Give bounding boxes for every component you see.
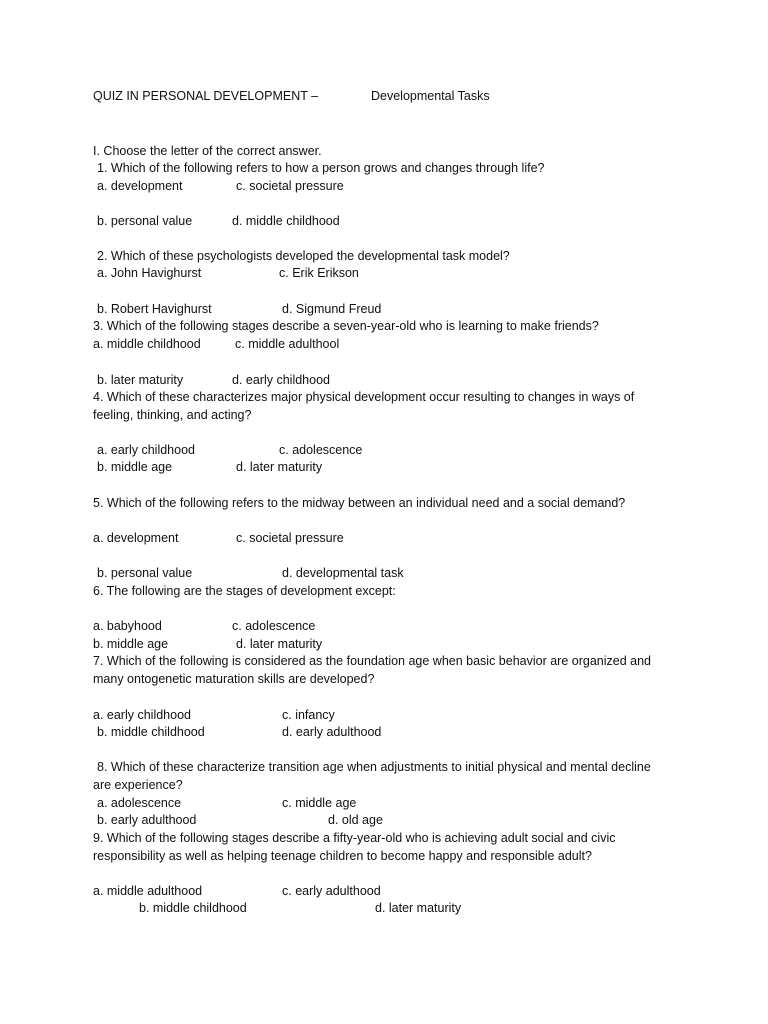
question-9-stem-line-2: responsibility as well as helping teenage children to become happy and responsible adult? <box>93 849 592 863</box>
question-2-choice-b: b. Robert Havighurst <box>97 302 212 316</box>
question-1-choice-b: b. personal value <box>97 214 193 228</box>
question-5-choice-d: d. developmental task <box>282 566 404 580</box>
quiz-title: QUIZ IN PERSONAL DEVELOPMENT – <box>93 89 319 103</box>
question-1-choice-c: c. societal pressure <box>236 179 344 193</box>
question-8-stem-line-2: are experience? <box>93 778 183 792</box>
question-9-choice-b: b. middle childhood <box>139 901 247 915</box>
question-2-choice-a: a. John Havighurst <box>97 266 202 280</box>
question-8-choice-d: d. old age <box>328 813 383 827</box>
question-4-choice-d: d. later maturity <box>236 460 323 474</box>
question-9-choice-d: d. later maturity <box>375 901 462 915</box>
question-5-stem: 5. Which of the following refers to the midway between an individual need and a social demand? <box>93 496 626 510</box>
question-1-stem: 1. Which of the following refers to how a person grows and changes through life? <box>97 161 545 175</box>
instructions: I. Choose the letter of the correct answer. <box>93 144 322 158</box>
question-7-choice-c: c. infancy <box>282 708 335 722</box>
question-2-stem: 2. Which of these psychologists developed the developmental task model? <box>97 249 510 263</box>
question-6-choice-d: d. later maturity <box>236 637 323 651</box>
question-7-choice-b: b. middle childhood <box>97 725 205 739</box>
question-3-stem: 3. Which of the following stages describe a seven-year-old who is learning to make friends? <box>93 319 599 333</box>
question-1-choice-a: a. development <box>97 179 183 193</box>
question-1-choice-d: d. middle childhood <box>232 214 340 228</box>
question-8-stem-line-1: 8. Which of these characterize transition age when adjustments to initial physical and mental decline <box>97 760 651 774</box>
question-4-choice-a: a. early childhood <box>97 443 195 457</box>
question-7-stem-line-2: many ontogenetic maturation skills are developed? <box>93 672 375 686</box>
question-8-choice-c: c. middle age <box>282 796 357 810</box>
question-9-choice-c: c. early adulthood <box>282 884 381 898</box>
question-5-choice-b: b. personal value <box>97 566 193 580</box>
question-2-choice-d: d. Sigmund Freud <box>282 302 382 316</box>
question-3-choice-a: a. middle childhood <box>93 337 201 351</box>
question-6-choice-a: a. babyhood <box>93 619 162 633</box>
question-4-stem-line-1: 4. Which of these characterizes major physical development occur resulting to changes in ways of <box>93 390 635 404</box>
question-2-choice-c: c. Erik Erikson <box>279 266 359 280</box>
question-4-stem-line-2: feeling, thinking, and acting? <box>93 408 252 422</box>
question-5-choice-a: a. development <box>93 531 179 545</box>
question-9-stem-line-1: 9. Which of the following stages describe a fifty-year-old who is achieving adult social and civic <box>93 831 616 845</box>
question-6-stem: 6. The following are the stages of development except: <box>93 584 396 598</box>
question-7-choice-a: a. early childhood <box>93 708 191 722</box>
question-7-choice-d: d. early adulthood <box>282 725 382 739</box>
question-6-choice-c: c. adolescence <box>232 619 316 633</box>
quiz-topic: Developmental Tasks <box>371 89 490 103</box>
question-7-stem-line-1: 7. Which of the following is considered as the foundation age when basic behavior are organized and <box>93 654 651 668</box>
question-5-choice-c: c. societal pressure <box>236 531 344 545</box>
question-4-choice-c: c. adolescence <box>279 443 363 457</box>
question-3-choice-c: c. middle adulthool <box>235 337 340 351</box>
question-3-choice-b: b. later maturity <box>97 373 184 387</box>
question-8-choice-b: b. early adulthood <box>97 813 197 827</box>
question-4-choice-b: b. middle age <box>97 460 173 474</box>
question-6-choice-b: b. middle age <box>93 637 169 651</box>
question-8-choice-a: a. adolescence <box>97 796 182 810</box>
question-3-choice-d: d. early childhood <box>232 373 330 387</box>
question-9-choice-a: a. middle adulthood <box>93 884 203 898</box>
